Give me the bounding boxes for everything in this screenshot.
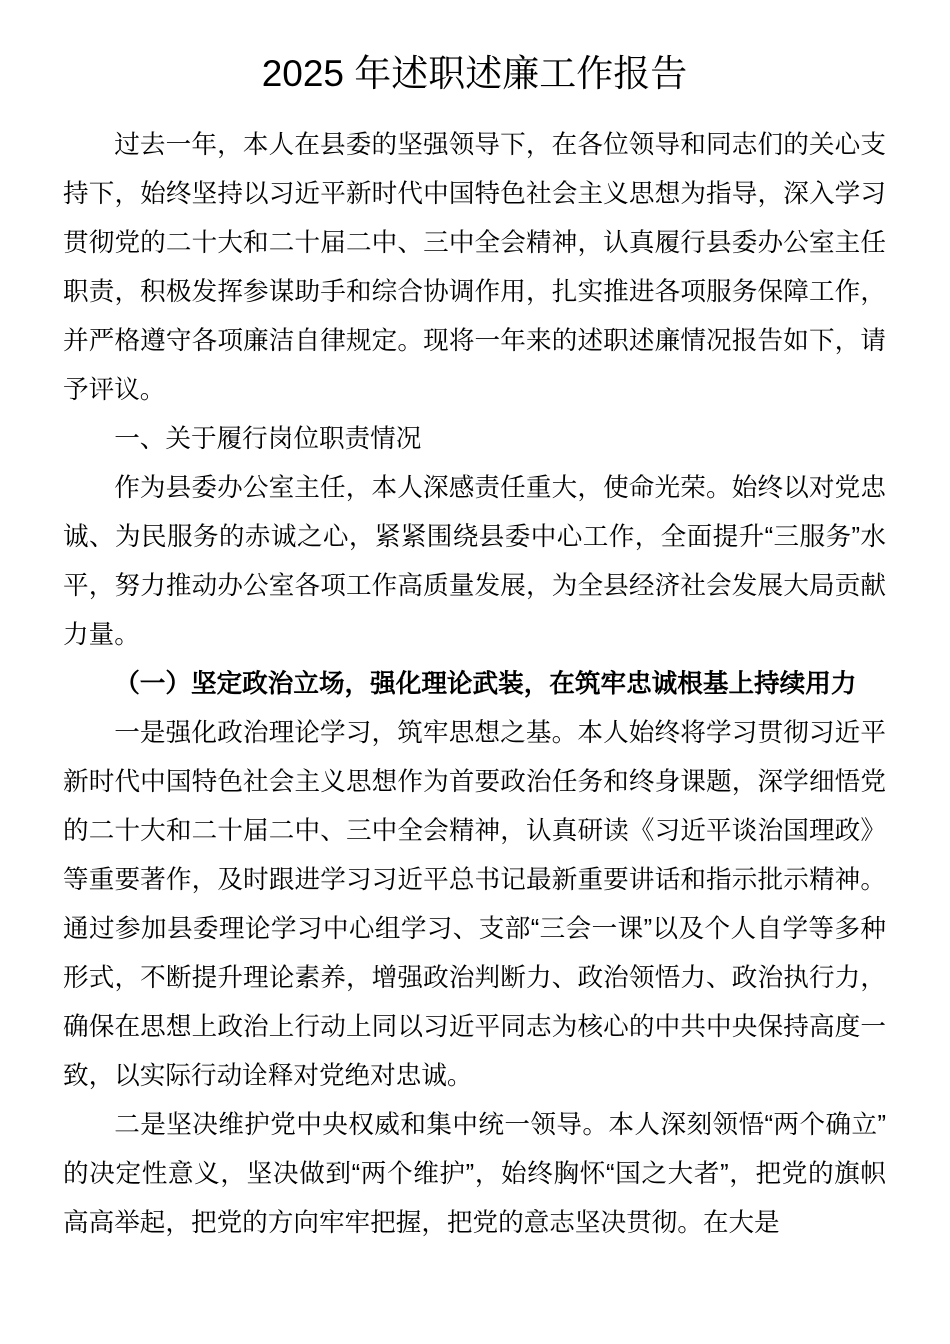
point-1-paragraph: 一是强化政治理论学习，筑牢思想之基。本人始终将学习贯彻习近平新时代中国特色社会主义思想作为首要政治任务和终身课题，深学细悟党的二十大和二十届二中、三中全会精神，认真研读《习近平谈治国理政》等重要著作，及时跟进学习习近平总书记最新重要讲话和指示批示精神。通过参加县委理论学习中心组学习、支部“三会一课”以及个人自学等多种形式，不断提升理论素养，增强政治判断力、政治领悟力、政治执行力，确保在思想上政治上行动上同以习近平同志为核心的中共中央保持高度一致，以实际行动诠释对党绝对忠诚。 (63, 719, 886, 1090)
report-title: 2025 年述职述廉工作报告 (261, 53, 688, 94)
section-1-heading: 一、关于履行岗位职责情况 (114, 425, 422, 453)
intro-paragraph: 过去一年，本人在县委的坚强领导下，在各位领导和同志们的关心支持下，始终坚持以习近平新时代中国特色社会主义思想为指导，深入学习贯彻党的二十大和二十届二中、三中全会精神，认真履行县委办公室主任职责，积极发挥参谋助手和综合协调作用，扎实推进各项服务保障工作，并严格遵守各项廉洁自律规定。现将一年来的述职述廉情况报告如下，请予评议。 (63, 131, 886, 404)
section-1-lead-paragraph: 作为县委办公室主任，本人深感责任重大，使命光荣。始终以对党忠诚、为民服务的赤诚之心，紧紧围绕县委中心工作，全面提升“三服务”水平，努力推动办公室各项工作高质量发展，为全县经济社会发展大局贡献力量。 (63, 474, 886, 649)
point-2-paragraph: 二是坚决维护党中央权威和集中统一领导。本人深刻领悟“两个确立”的决定性意义，坚决做到“两个维护”，始终胸怀“国之大者”，把党的旗帜高高举起，把党的方向牢牢把握，把党的意志坚决贯彻。在大是 (63, 1111, 886, 1237)
subsection-1-1-heading: （一）坚定政治立场，强化理论武装，在筑牢忠诚根基上持续用力 (114, 670, 857, 698)
